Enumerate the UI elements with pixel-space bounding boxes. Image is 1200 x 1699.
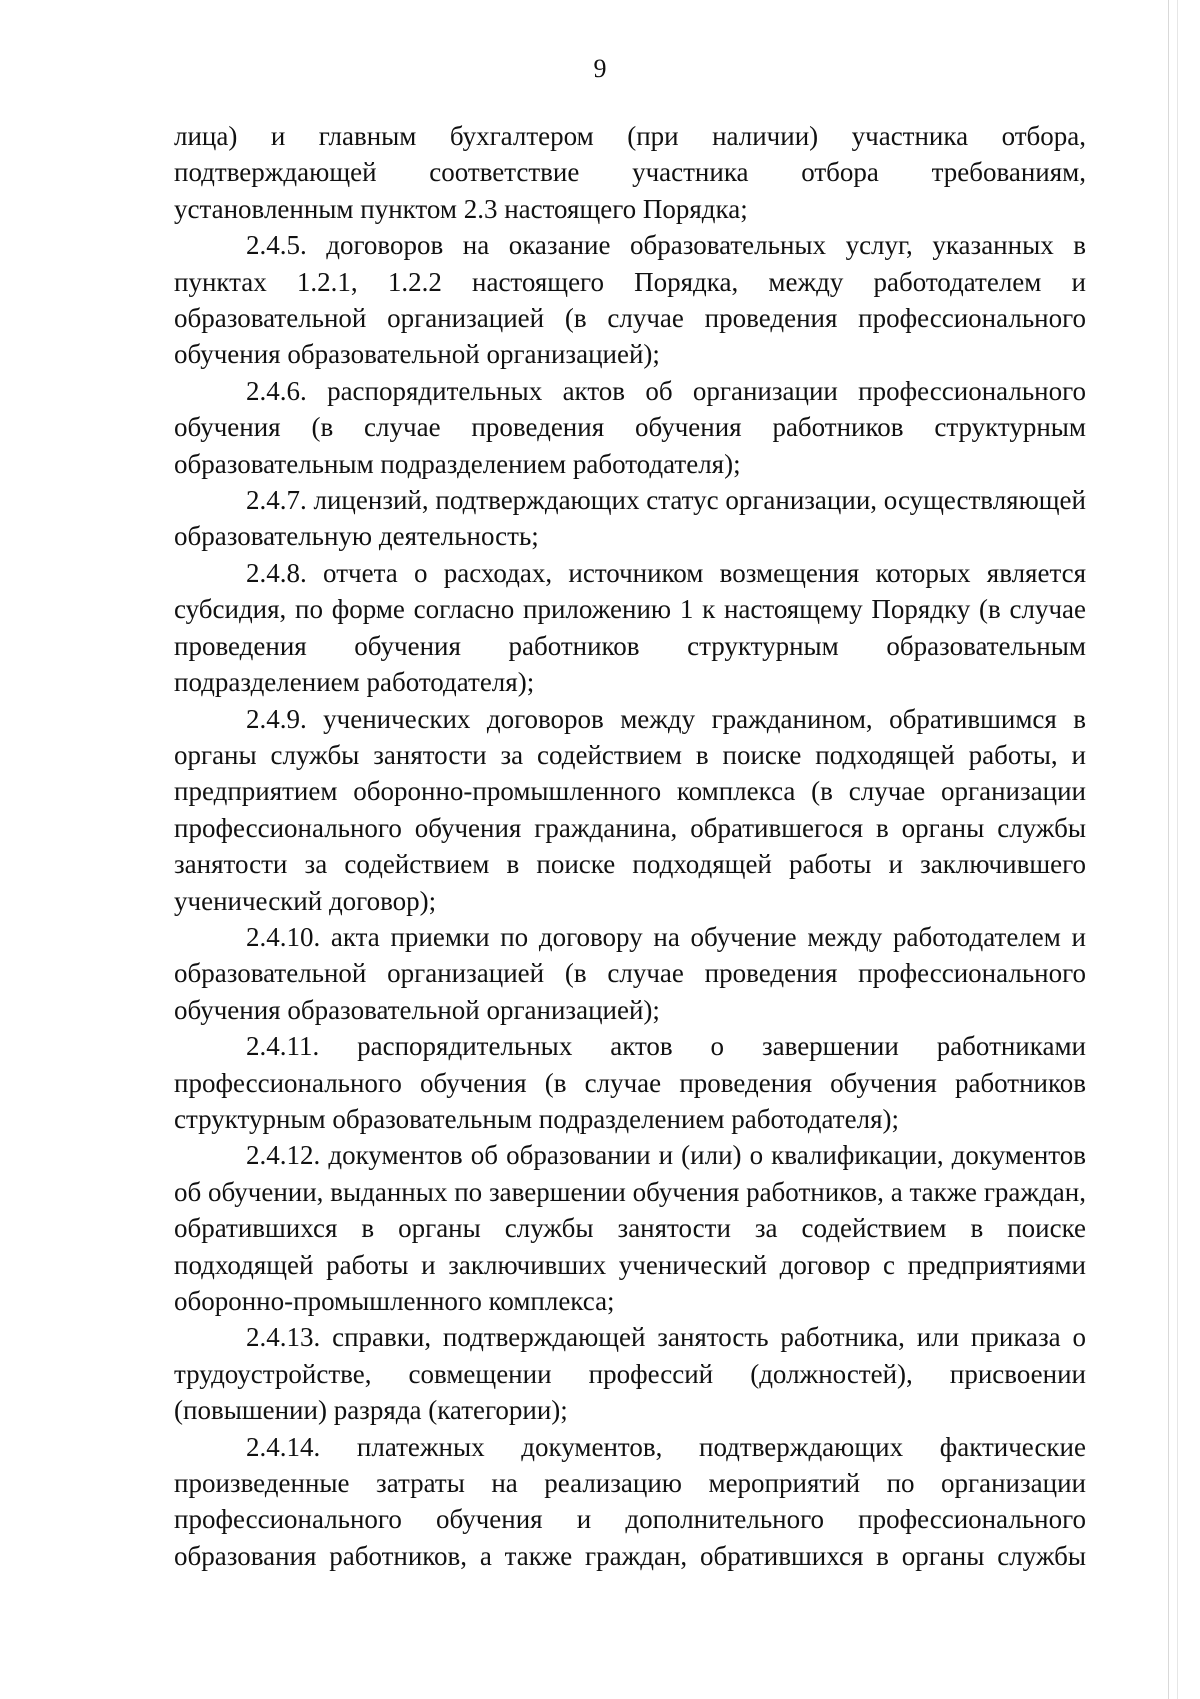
paragraph-2-4-9: 2.4.9. ученических договоров между гражданином, обратившимся в органы службы занятости за содействием в поиске подходящей работы, и предприятием оборонно-промышленного комплекса (в случае организации профессионального обучения гражданина, обратившегося в органы службы занятости за содействием в поиске подходящей работы и заключившего ученический договор); <box>174 703 1086 916</box>
paragraph-2-4-14: 2.4.14. платежных документов, подтверждающих фактические произведенные затраты на реализацию мероприятий по организации профессионального обучения и дополнительного профессионального образования работников, а также граждан, обратившихся в органы службы <box>174 1431 1086 1571</box>
page-edge-shadow <box>1168 0 1178 1699</box>
paragraph-2-4-12: 2.4.12. документов об образовании и (или) о квалификации, документов об обучении, выданных по завершении обучения работников, а также граждан, обратившихся в органы службы занятости за содействием в поиске подходящей работы и заключивших ученический договор с предприятиями оборонно-промышленного комплекса; <box>174 1140 1086 1316</box>
document-body <box>174 118 1086 1574</box>
paragraph-2-4-8: 2.4.8. отчета о расходах, источником возмещения которых является субсидия, по форме согласно приложению 1 к настоящему Порядку (в случае проведения обучения работников структурным образовательным подразделением работодателя); <box>174 557 1086 698</box>
page-number: 9 <box>593 54 607 83</box>
paragraph-2-4-11: 2.4.11. распорядительных актов о завершении работниками профессионального обучения (в случае проведения обучения работников структурным образовательным подразделением работодателя); <box>174 1031 1086 1134</box>
paragraph-2-4-13: 2.4.13. справки, подтверждающей занятость работника, или приказа о трудоустройстве, совмещении профессий (должностей), присвоении (повышении) разряда (категории); <box>174 1322 1086 1426</box>
paragraph-2-4-6: 2.4.6. распорядительных актов об организации профессионального обучения (в случае проведения обучения работников структурным образовательным подразделением работодателя); <box>174 375 1086 479</box>
paragraph-2-4-10: 2.4.10. акта приемки по договору на обучение между работодателем и образовательной организацией (в случае проведения профессионального обучения образовательной организацией); <box>174 921 1086 1025</box>
paragraph-2-4-5: 2.4.5. договоров на оказание образовательных услуг, указанных в пунктах 1.2.1, 1.2.2 настоящего Порядка, между работодателем и образовательной организацией (в случае проведения профессионального обучения образовательной организацией); <box>174 230 1086 370</box>
paragraph-continuation: лица) и главным бухгалтером (при наличии) участника отбора, подтверждающей соответствие участника отбора требованиям, установленным пунктом 2.3 настоящего Порядка; <box>174 121 1086 224</box>
paragraph-2-4-7: 2.4.7. лицензий, подтверждающих статус организации, осуществляющей образовательную деятельность; <box>174 485 1086 552</box>
